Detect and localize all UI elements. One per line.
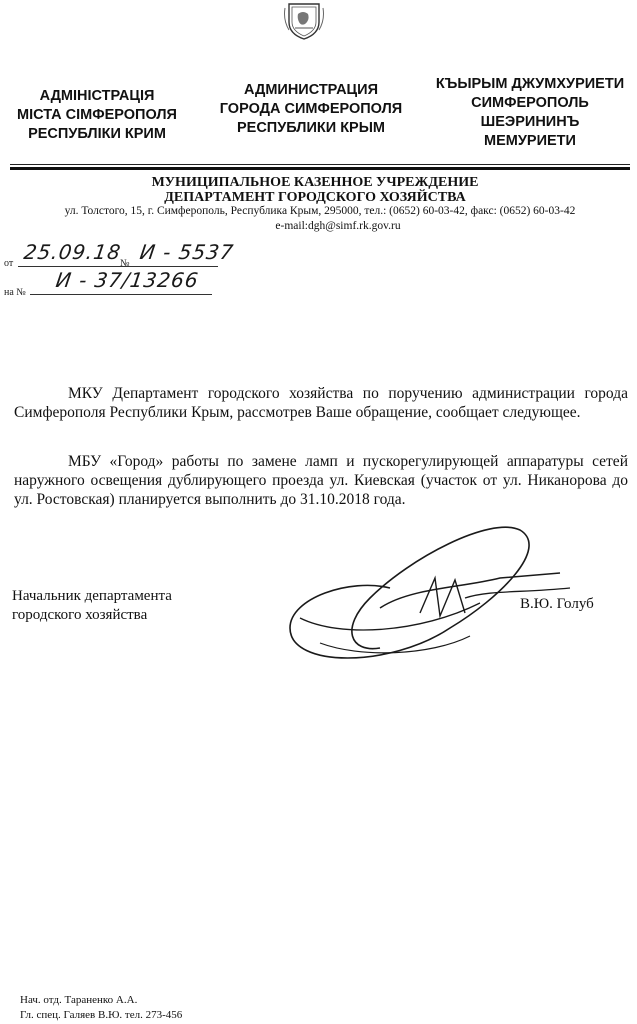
signatory-position-line-2: городского хозяйства xyxy=(12,607,148,623)
signatory-name: В.Ю. Голуб xyxy=(520,596,594,612)
organization-name: ДЕПАРТАМЕНТ ГОРОДСКОГО ХОЗЯЙСТВА xyxy=(164,190,466,205)
header-right-line-1: КЪЫРЫМ ДЖУМХУРИЕТИ xyxy=(435,76,625,92)
signatory-position xyxy=(12,587,172,625)
header-divider-thick xyxy=(10,167,630,170)
reference-label: на № xyxy=(4,287,26,298)
reference-underline xyxy=(30,294,212,295)
signatory-position-line-1: Начальник департамента xyxy=(12,588,172,604)
letter-paragraph-1: МКУ Департамент городского хозяйства по поручению администрации города Симферополя Республики Крым, рассмотрев Ваше обращение, сообщает следующее. xyxy=(14,385,628,421)
footer-executor-1: Нач. отд. Тараненко А.А. xyxy=(20,994,138,1006)
date-number-underline xyxy=(18,266,218,267)
registration-date: 25.09.18 xyxy=(22,240,123,264)
header-ukrainian xyxy=(4,87,190,144)
header-russian xyxy=(206,81,416,138)
header-right-line-4: МЕМУРИЕТИ xyxy=(484,133,576,149)
header-divider-thin xyxy=(10,164,630,165)
header-center-line-2: ГОРОДА СИМФЕРОПОЛЯ xyxy=(219,101,403,117)
number-label: № xyxy=(120,258,130,269)
date-label: от xyxy=(4,258,14,269)
header-left-line-3: РЕСПУБЛІКИ КРИМ xyxy=(28,126,166,142)
reference-number: И - 37/13266 xyxy=(54,268,201,292)
coat-of-arms-emblem xyxy=(283,0,325,40)
organization-type: МУНИЦИПАЛЬНОЕ КАЗЕННОЕ УЧРЕЖДЕНИЕ xyxy=(151,175,479,190)
organization-email: e-mail:dgh@simf.rk.gov.ru xyxy=(275,220,401,232)
header-left-line-2: МІСТА СІМФЕРОПОЛЯ xyxy=(17,107,177,123)
header-left-line-1: АДМІНІСТРАЦІЯ xyxy=(39,88,155,104)
header-center-line-1: АДМИНИСТРАЦИЯ xyxy=(243,82,378,98)
organization-address: ул. Толстого, 15, г. Симферополь, Республика Крым, 295000, тел.: (0652) 60-03-42, факс: (0652) 60-03-42 xyxy=(64,205,576,217)
letter-paragraph-2: МБУ «Город» работы по замене ламп и пускорегулирующей аппаратуры сетей наружного освещения дублирующего проезда ул. Киевская (участок от ул. Никанорова до ул. Ростовская) планируется выполнить до 31.10.2018 года. xyxy=(14,453,628,508)
header-right-line-2: СИМФЕРОПОЛЬ xyxy=(471,95,589,111)
footer-executor-2: Гл. спец. Галяев В.Ю. тел. 273-456 xyxy=(20,1009,183,1021)
header-crimean-tatar xyxy=(424,75,636,151)
header-right-line-3: ШЕЭРИНИНЪ xyxy=(480,114,580,130)
header-center-line-3: РЕСПУБЛИКИ КРЫМ xyxy=(236,120,385,136)
registration-number: И - 5537 xyxy=(138,240,236,264)
